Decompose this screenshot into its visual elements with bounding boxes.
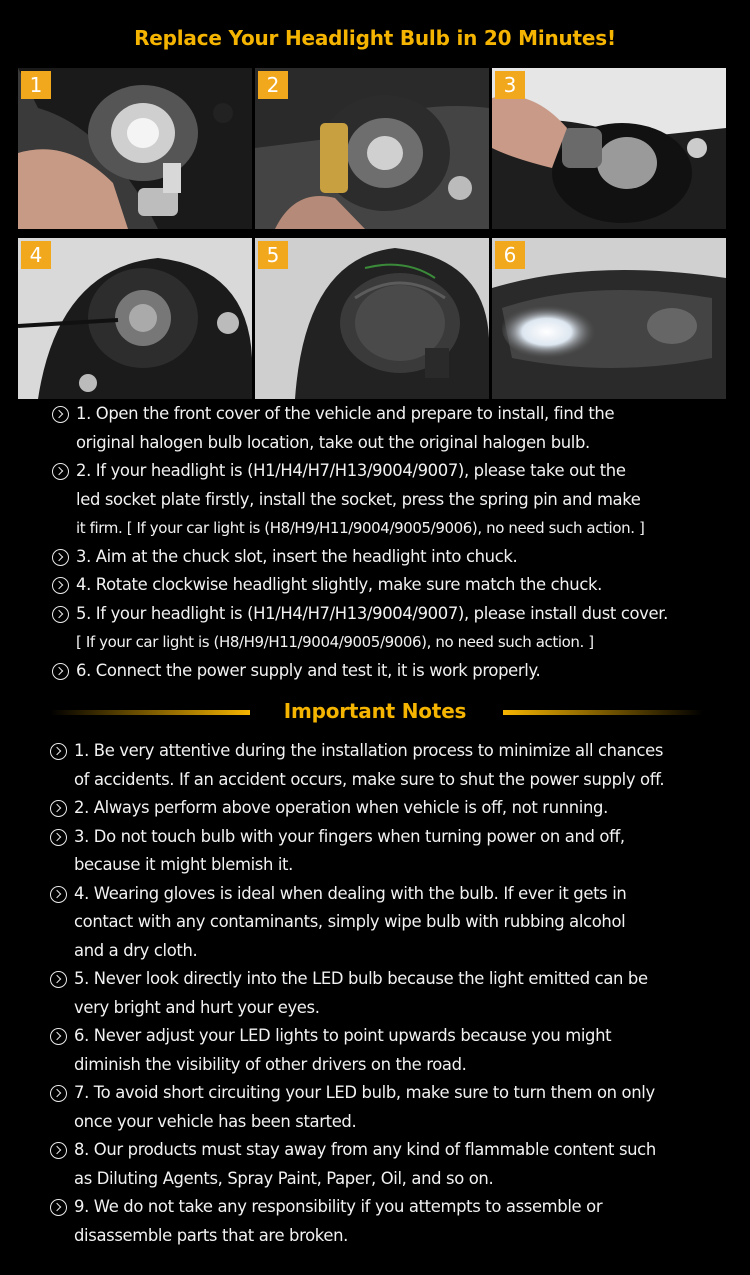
note-text-line: 8. Our products must stay away from any kind of flammable content such	[74, 1140, 656, 1159]
note-text-line: because it might blemish it.	[74, 855, 293, 874]
circle-chevron-right-icon	[52, 577, 69, 594]
step-text-line: 2. If your headlight is (H1/H4/H7/H13/9004/9007), please take out the	[76, 461, 626, 480]
list-item	[50, 794, 750, 823]
divider-bar-right	[503, 710, 703, 715]
circle-chevron-right-icon	[50, 1085, 67, 1102]
list-item	[52, 657, 750, 686]
circle-chevron-right-icon	[50, 800, 67, 817]
note-text-line: as Diluting Agents, Spray Paint, Paper, Oil, and so on.	[74, 1168, 494, 1188]
step-photo-2	[255, 68, 489, 229]
note-text-line: contact with any contaminants, simply wipe bulb with rubbing alcohol	[74, 912, 626, 931]
note-text-line: 7. To avoid short circuiting your LED bulb, make sure to turn them on only	[74, 1083, 655, 1102]
step-number-badge: 2	[258, 71, 288, 99]
step-photo-6	[492, 238, 726, 399]
circle-chevron-right-icon	[50, 1199, 67, 1216]
step-photo-3	[492, 68, 726, 229]
note-text-line: very bright and hurt your eyes.	[74, 997, 320, 1017]
list-item	[50, 823, 750, 880]
note-text-line: 2. Always perform above operation when vehicle is off, not running.	[74, 798, 608, 817]
list-item	[52, 457, 750, 543]
circle-chevron-right-icon	[52, 663, 69, 680]
circle-chevron-right-icon	[50, 886, 67, 903]
step-text-line: original halogen bulb location, take out the original halogen bulb.	[76, 432, 590, 452]
step-number-badge: 5	[258, 241, 288, 269]
step-text-line: 3. Aim at the chuck slot, insert the headlight into chuck.	[76, 546, 518, 566]
step-text-line: 4. Rotate clockwise headlight slightly, make sure match the chuck.	[76, 575, 602, 594]
important-notes-list	[50, 737, 750, 1250]
circle-chevron-right-icon	[50, 1142, 67, 1159]
notes-header	[0, 697, 750, 727]
list-item	[50, 1136, 750, 1193]
step-number-badge: 6	[495, 241, 525, 269]
note-text-line: once your vehicle has been started.	[74, 1111, 357, 1131]
list-item	[50, 1193, 750, 1250]
step-number-badge: 3	[495, 71, 525, 99]
step-text-line: 6. Connect the power supply and test it, it is work properly.	[76, 660, 541, 680]
list-item	[50, 965, 750, 1022]
circle-chevron-right-icon	[52, 549, 69, 566]
step-text-line: 5. If your headlight is (H1/H4/H7/H13/9004/9007), please install dust cover.	[76, 603, 669, 623]
step-text-line: it firm. [ If your car light is (H8/H9/H11/9004/9005/9006), no need such action. ]	[76, 519, 645, 537]
step-photo-4	[18, 238, 252, 399]
circle-chevron-right-icon	[50, 1028, 67, 1045]
list-item	[50, 737, 750, 794]
note-text-line: 5. Never look directly into the LED bulb because the light emitted can be	[74, 969, 648, 988]
list-item	[50, 880, 750, 966]
step-number-badge: 1	[21, 71, 51, 99]
list-item	[52, 571, 750, 600]
list-item	[50, 1079, 750, 1136]
list-item	[50, 1022, 750, 1079]
list-item	[52, 400, 750, 457]
circle-chevron-right-icon	[50, 971, 67, 988]
list-item	[52, 600, 750, 657]
note-text-line: 4. Wearing gloves is ideal when dealing with the bulb. If ever it gets in	[74, 883, 627, 903]
circle-chevron-right-icon	[50, 829, 67, 846]
circle-chevron-right-icon	[50, 743, 67, 760]
note-text-line: 1. Be very attentive during the installation process to minimize all chances	[74, 741, 664, 760]
note-text-line: 9. We do not take any responsibility if you attempts to assemble or	[74, 1197, 603, 1216]
note-text-line: 6. Never adjust your LED lights to point upwards because you might	[74, 1026, 612, 1045]
circle-chevron-right-icon	[52, 463, 69, 480]
step-number-badge: 4	[21, 241, 51, 269]
installation-steps-list	[52, 400, 750, 685]
note-text-line: of accidents. If an accident occurs, make sure to shut the power supply off.	[74, 769, 665, 789]
notes-title: Important Notes	[283, 699, 467, 723]
step-text-line: [ If your car light is (H8/H9/H11/9004/9005/9006), no need such action. ]	[76, 633, 594, 651]
circle-chevron-right-icon	[52, 406, 69, 423]
step-photo-1	[18, 68, 252, 229]
installation-photo-grid	[18, 68, 720, 391]
note-text-line: disassemble parts that are broken.	[74, 1225, 348, 1245]
step-text-line: led socket plate firstly, install the socket, press the spring pin and make	[76, 489, 641, 509]
note-text-line: 3. Do not touch bulb with your fingers when turning power on and off,	[74, 826, 625, 846]
list-item	[52, 543, 750, 572]
page-title: Replace Your Headlight Bulb in 20 Minutes!	[134, 26, 616, 50]
circle-chevron-right-icon	[52, 606, 69, 623]
note-text-line: diminish the visibility of other drivers on the road.	[74, 1054, 467, 1074]
step-text-line: 1. Open the front cover of the vehicle and prepare to install, find the	[76, 404, 615, 423]
step-photo-5	[255, 238, 489, 399]
note-text-line: and a dry cloth.	[74, 940, 198, 960]
